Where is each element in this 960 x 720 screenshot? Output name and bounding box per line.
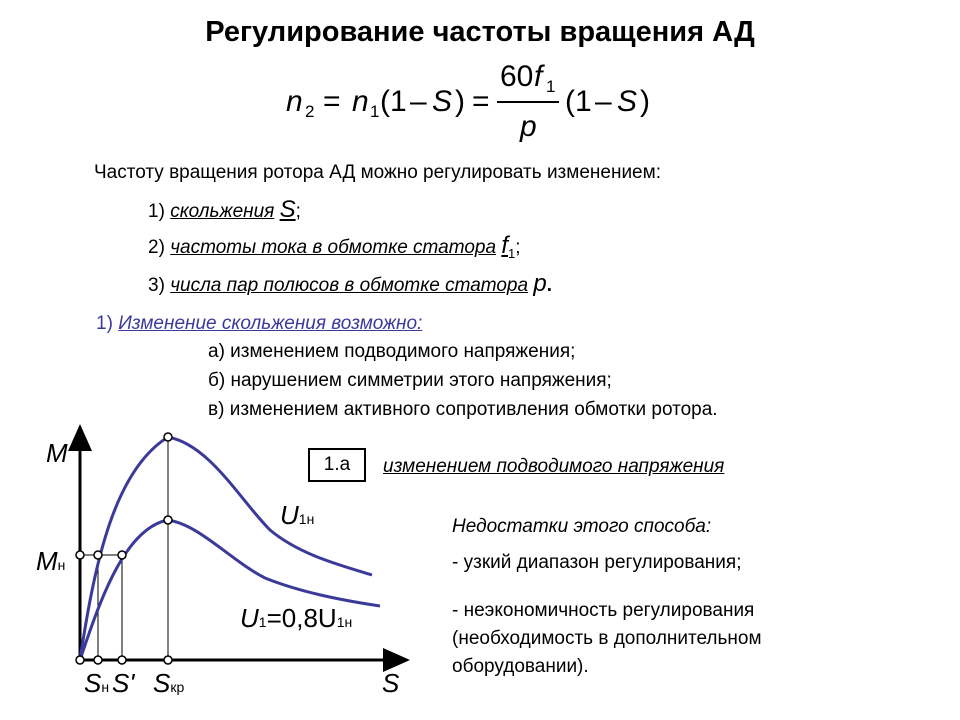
slip-number: 1) bbox=[96, 313, 113, 334]
item-symbol: f bbox=[501, 232, 508, 259]
slip-option-c: в) изменением активного сопротивления обмотки ротора. bbox=[208, 399, 718, 420]
formula-minus2: – bbox=[595, 85, 612, 118]
item-end: ; bbox=[295, 201, 301, 222]
item-number: 1) bbox=[148, 201, 165, 222]
sprime-label: S' bbox=[112, 668, 135, 698]
peak-rated-point bbox=[164, 433, 172, 441]
item-end: . bbox=[546, 275, 552, 296]
item-symbol-sub: 1 bbox=[508, 245, 516, 261]
drawback-3: (необходимость в дополнительном bbox=[452, 628, 762, 649]
item-text: числа пар полюсов в обмотке статора bbox=[170, 275, 529, 296]
formula-num-60: 60 bbox=[500, 60, 534, 93]
sn-sub: н bbox=[101, 679, 110, 695]
formula-den-p: p bbox=[520, 110, 537, 143]
formula-paren1: (1 bbox=[380, 85, 407, 118]
formula-n2: n bbox=[286, 85, 303, 118]
formula-n1: n bbox=[352, 85, 369, 118]
mn-label bbox=[36, 546, 65, 577]
item-text: скольжения bbox=[170, 201, 275, 222]
formula-n2-sub: 2 bbox=[305, 102, 315, 121]
formula-s1: S bbox=[432, 85, 453, 118]
item-end: ; bbox=[515, 237, 521, 258]
curve-reduced-label bbox=[240, 603, 352, 634]
item-text: частоты тока в обмотке статора bbox=[170, 237, 497, 258]
sn-axis-point bbox=[94, 656, 102, 664]
peak-reduced-point bbox=[164, 516, 172, 524]
mn-sub: н bbox=[57, 557, 66, 573]
curve-reduced-ratio: =0,8U bbox=[266, 603, 337, 633]
formula-num-f-sub: 1 bbox=[546, 77, 556, 96]
intro-text: Частоту вращения ротора АД можно регулировать изменением: bbox=[94, 162, 661, 183]
curve-rated-label bbox=[280, 500, 314, 531]
skr-sub: кр bbox=[170, 679, 185, 695]
curve-rated-sub: 1н bbox=[298, 511, 315, 527]
item-number: 3) bbox=[148, 275, 165, 296]
curve-reduced-letter: U bbox=[240, 603, 259, 633]
curve-reduced-sub-a: 1 bbox=[258, 614, 267, 630]
mn-letter: M bbox=[36, 546, 58, 576]
skr-letter: S bbox=[153, 668, 171, 698]
formula-paren2: (1 bbox=[565, 85, 592, 118]
item-number: 2) bbox=[148, 237, 165, 258]
drawback-4: оборудовании). bbox=[452, 656, 589, 677]
curve-reduced-sub-b: 1н bbox=[336, 614, 353, 630]
slide-title: Регулирование частоты вращения АД bbox=[205, 16, 755, 48]
torque-curve-reduced bbox=[80, 520, 380, 660]
drawback-2: - неэкономичность регулирования bbox=[452, 600, 755, 621]
formula-close2: ) bbox=[640, 85, 650, 118]
sprime-axis-point bbox=[118, 656, 126, 664]
sn-point bbox=[94, 551, 102, 559]
origin-point bbox=[76, 656, 84, 664]
skr-axis-point bbox=[164, 656, 172, 664]
sprime-point bbox=[118, 551, 126, 559]
slip-option-a: а) изменением подводимого напряжения; bbox=[208, 341, 576, 362]
sn-letter: S bbox=[84, 668, 102, 698]
formula-minus1: – bbox=[410, 85, 427, 118]
item-symbol: S bbox=[279, 196, 296, 223]
formula-eq2: = bbox=[472, 85, 490, 118]
formula-num-f: f bbox=[534, 60, 543, 93]
curve-rated-letter: U bbox=[280, 500, 299, 530]
formula-close1: ) bbox=[455, 85, 465, 118]
mn-point bbox=[76, 551, 84, 559]
drawbacks-title: Недостатки этого способа: bbox=[452, 516, 712, 537]
x-axis-label: S bbox=[382, 668, 400, 698]
sn-label bbox=[84, 668, 109, 699]
slip-option-b: б) нарушением симметрии этого напряжения; bbox=[208, 370, 612, 391]
skr-label bbox=[153, 668, 184, 699]
formula-s2: S bbox=[617, 85, 638, 118]
method-caption: изменением подводимого напряжения bbox=[383, 456, 725, 477]
item-symbol: p bbox=[533, 270, 547, 297]
method-box-label: 1.а bbox=[308, 448, 366, 482]
y-axis-label: M bbox=[46, 438, 68, 468]
formula-n1-sub: 1 bbox=[370, 102, 380, 121]
drawback-1: - узкий диапазон регулирования; bbox=[452, 552, 742, 573]
slip-heading-text: Изменение скольжения возможно: bbox=[118, 313, 423, 334]
formula-eq1: = bbox=[323, 85, 341, 118]
